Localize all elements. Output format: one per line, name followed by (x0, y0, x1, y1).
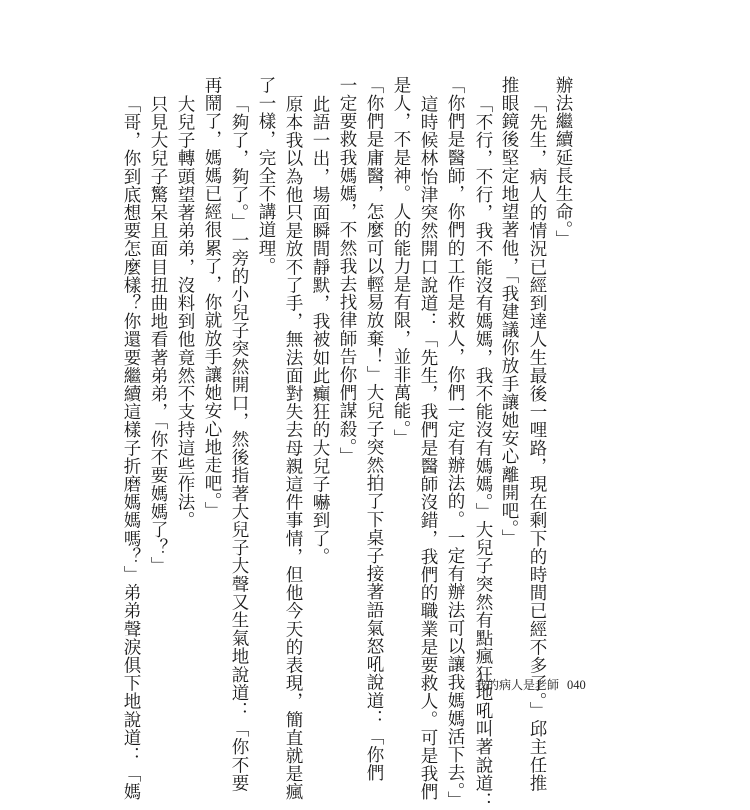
text-column: 「你們是醫師，你們的工作是救人，你們一定有辦法的。一定有辦法可以讓我媽媽活下去。」 (445, 76, 465, 810)
text-column: 只見大兒子驚呆且面目扭曲地看著弟弟，「你不要媽媽了？」 (148, 95, 168, 575)
text-column: 是人，不是神。人的能力是有限，並非萬能。」 (391, 76, 411, 448)
text-column: 再鬧了，媽媽已經很累了，你就放手讓她安心地走吧。」 (202, 76, 222, 520)
text-column: 一定要救我媽媽，不然我去找律師告你們謀殺。」 (337, 76, 357, 466)
page-number: 040 (567, 678, 586, 692)
text-column: 此語一出，場面瞬間靜默，我被如此癲狂的大兒子嚇到了。 (310, 95, 330, 566)
text-column: 了一樣，完全不講道理。 (256, 76, 276, 276)
text-column: 推眼鏡後堅定地望著他，「我建議你放手讓她安心離開吧。」 (499, 76, 519, 548)
text-column: 這時候林怡津突然開口說道：「先生，我們是醫師沒錯，我們的職業是要救人。可是我們 (418, 95, 438, 801)
text-column: 「先生，病人的情況已經到達人生最後一哩路，現在剩下的時間已經不多了。」邱主任推 (527, 95, 547, 793)
page-footer (475, 676, 586, 693)
text-column: 原本我以為他只是放不了手，無法面對失去母親這件事情，但他今天的表現，簡直就是瘋 (283, 95, 303, 801)
text-column: 「哥，你到底想要怎麼樣？你還要繼續這樣子折磨媽媽嗎？」弟弟聲淚俱下地說道：「媽 (121, 95, 141, 801)
text-column: 辦法繼續延長生命。」 (553, 76, 573, 249)
text-column: 「你們是庸醫，怎麼可以輕易放棄！」大兒子突然拍了下桌子接著語氣怒吼說道：「你們 (364, 76, 384, 782)
running-title: 我的病人是老師 (475, 678, 560, 692)
text-column: 「夠了，夠了。」一旁的小兒子突然開口，然後指著大兒子大聲又生氣地說道：「你不要 (229, 95, 249, 793)
text-column: 大兒子轉頭望著弟弟，沒料到他竟然不支持這些作法。 (175, 95, 195, 530)
text-column: 「不行，不行，我不能沒有媽媽，我不能沒有媽媽。」大兒子突然有點瘋狂地吼叫著說道： (473, 95, 493, 810)
